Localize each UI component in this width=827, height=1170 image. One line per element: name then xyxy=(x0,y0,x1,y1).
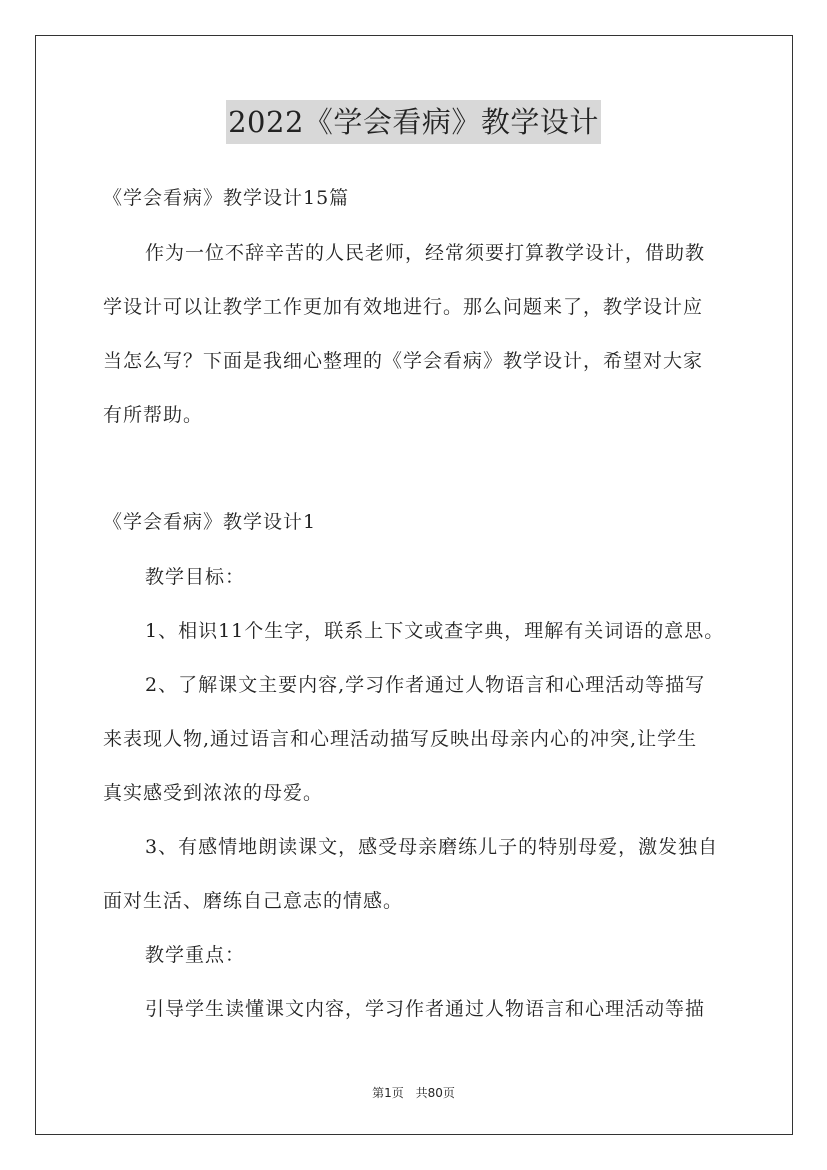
intro-line-1: 作为一位不辞辛苦的人民老师，经常须要打算教学设计，借助教 xyxy=(145,242,706,264)
document-title: 2022《学会看病》教学设计 xyxy=(226,100,601,144)
goal-2-line-3: 真实感受到浓浓的母爱。 xyxy=(103,782,324,804)
goal-2-line-1: 2、了解课文主要内容,学习作者通过人物语言和心理活动等描写 xyxy=(145,674,706,696)
title-container xyxy=(0,100,827,144)
page-number: 第1页 xyxy=(372,1086,404,1100)
page-footer xyxy=(0,1084,827,1101)
page-total: 共80页 xyxy=(415,1086,455,1100)
intro-line-4: 有所帮助。 xyxy=(103,404,204,426)
goals-heading: 教学目标： xyxy=(145,566,246,588)
focus-heading: 教学重点： xyxy=(145,944,246,966)
intro-line-3: 当怎么写？下面是我细心整理的《学会看病》教学设计，希望对大家 xyxy=(103,350,704,372)
goal-2-line-2: 来表现人物,通过语言和心理活动描写反映出母亲内心的冲突,让学生 xyxy=(103,728,698,750)
section-heading: 《学会看病》教学设计1 xyxy=(103,511,317,533)
goal-3-line-1: 3、有感情地朗读课文，感受母亲磨练儿子的特别母爱，激发独自 xyxy=(145,836,719,858)
document-subtitle: 《学会看病》教学设计15篇 xyxy=(103,187,350,209)
goal-1: 1、相识11个生字，联系上下文或查字典，理解有关词语的意思。 xyxy=(145,620,725,642)
goal-3-line-2: 面对生活、磨练自己意志的情感。 xyxy=(103,890,404,912)
focus-line-1: 引导学生读懂课文内容，学习作者通过人物语言和心理活动等描 xyxy=(145,998,706,1020)
intro-line-2: 学设计可以让教学工作更加有效地进行。那么问题来了，教学设计应 xyxy=(103,296,704,318)
